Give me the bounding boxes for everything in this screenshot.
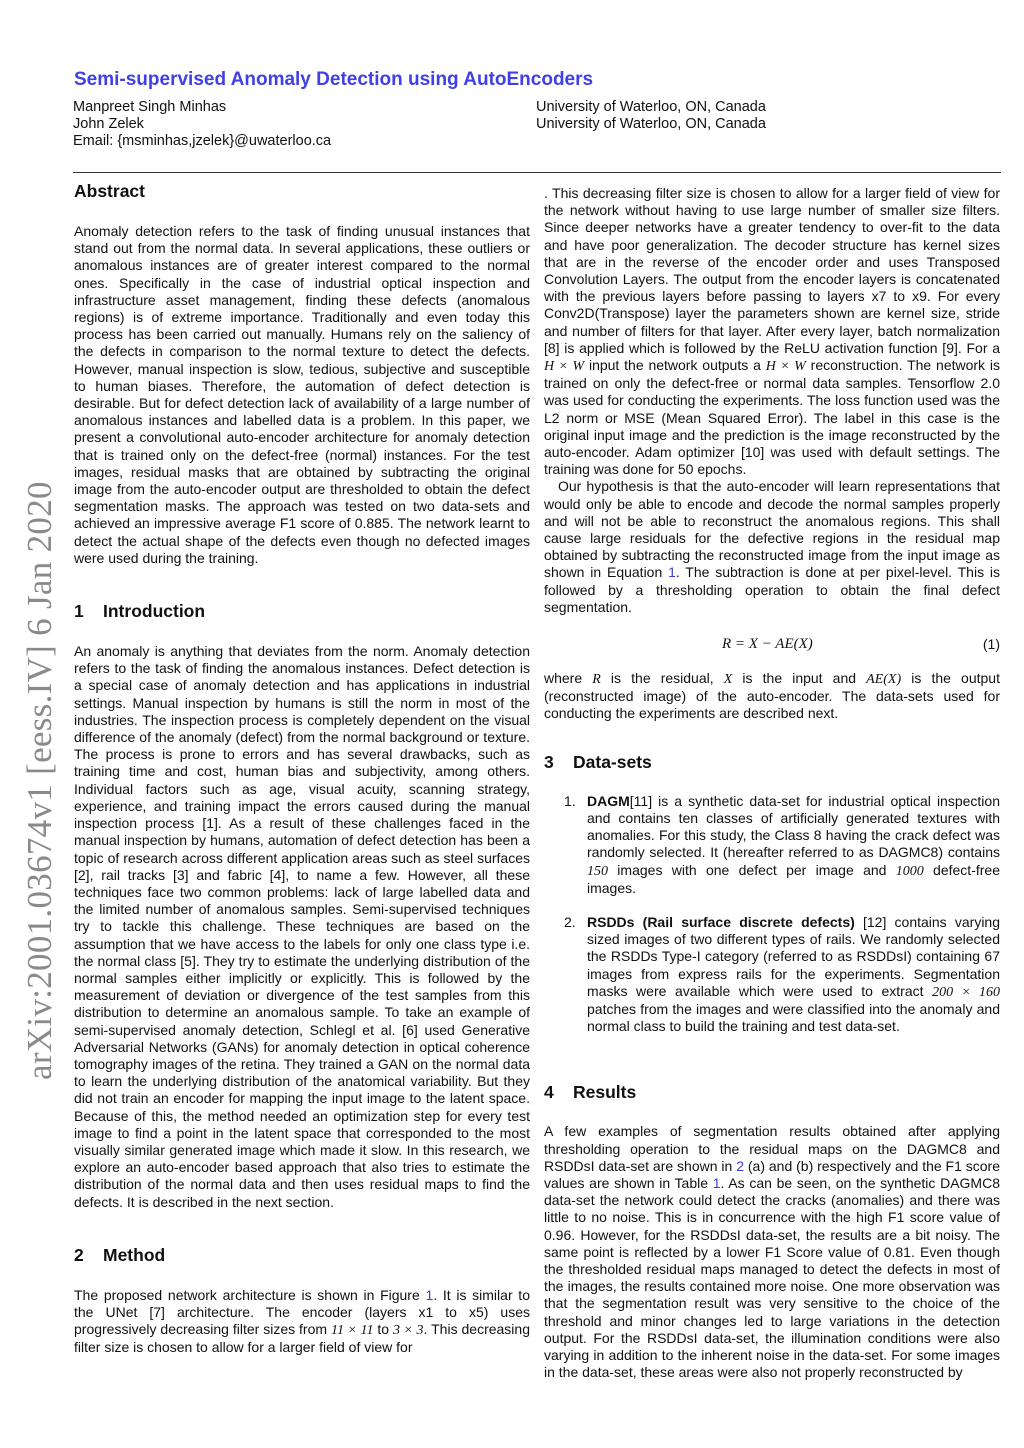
author-affiliation: University of Waterloo, ON, Canada (536, 99, 766, 115)
author-name: Manpreet Singh Minhas (73, 99, 227, 115)
equation-1 (544, 636, 1000, 658)
equation-ref-link[interactable]: 1 (668, 564, 676, 581)
method-paragraph-3: where R is the residual, X is the input and AE(X) is the output (reconstructed image) of the auto-encoder. The data-sets used for conducting the experiments are described next. (544, 670, 1000, 722)
dataset-list (544, 793, 1000, 1036)
list-marker: 2. (564, 913, 576, 930)
right-column (544, 185, 1000, 1381)
abstract-heading: Abstract (74, 181, 145, 201)
author-name: John Zelek (73, 116, 144, 132)
author-affiliation: University of Waterloo, ON, Canada (536, 116, 766, 132)
method-paragraph-1: The proposed network architecture is shown in Figure 1. It is similar to the UNet [7] architecture. The encoder (layers x1 to x5) uses progressively decreasing filter sizes from 11 × 11 to 3 × 3. This decreasing filter size is chosen to allow for a larger field of view for (74, 1286, 530, 1356)
affiliation-block (536, 99, 766, 133)
section-number: 2 (74, 1244, 84, 1265)
left-column (74, 180, 530, 1357)
table-ref-link[interactable]: 1 (712, 1174, 721, 1191)
section-heading-results (544, 1081, 1000, 1103)
section-title: Data-sets (573, 751, 652, 772)
section-number: 1 (74, 601, 84, 622)
section-title: Introduction (103, 601, 206, 622)
section-title: Method (103, 1244, 166, 1265)
arxiv-identifier: arXiv:2001.03674v1 [eess.IV] 6 Jan 2020 (20, 481, 59, 1080)
section-heading-datasets (544, 751, 1000, 773)
section-heading-introduction (74, 600, 530, 622)
list-marker: 1. (564, 792, 576, 809)
method-continuation-left: . This decreasing filter size is chosen to allow for a larger field of view for (74, 1321, 530, 1356)
equation-number: (1) (982, 636, 1000, 653)
section-heading-method (74, 1244, 530, 1266)
author-block (73, 99, 331, 150)
equation-body: R = X − AE(X) (722, 636, 813, 653)
method-paragraph-1-continued: . This decreasing filter size is chosen to allow for a larger field of view for the network without having to use large number of smaller size filters. Since deeper networks have a greater tendency to over-fit to the data and have poor generalization. The decoder structure has kernel sizes that are in the reverse of the encoder order and uses Transposed Convolution Layers. The output from the encoder layers is concatenated with the previous layers before passing to layers x7 to x9. For every Conv2D(Transpose) layer the parameters shown are kernel size, stride and number of filters for that layer. After every layer, batch normalization [8] is applied which is followed by the ReLU activation function [9]. For a H × W input the network outputs a H × W reconstruction. The network is trained on only the defect-free or normal data samples. Tensorflow 2.0 was used for conducting the experiments. The loss function used was the L2 norm or MSE (Mean Squared Error). The label in this case is the original input image and the prediction is the image reconstructed by the auto-encoder. Adam optimizer [10] was used with default settings. The training was done for 50 epochs. (544, 185, 1000, 478)
figure-ref-link[interactable]: 1 (425, 1286, 434, 1303)
section-number: 3 (544, 751, 554, 772)
header-divider (73, 172, 1001, 173)
figure-ref-link[interactable]: 2 (736, 1157, 744, 1174)
paper-title: Semi-supervised Anomaly Detection using AutoEncoders (74, 69, 594, 90)
introduction-text: An anomaly is anything that deviates from the norm. Anomaly detection refers to the task of finding the anomalous instances. Defect detection is a special case of anomaly detection and has applications in industrial settings. Manual inspection by humans is still the norm in most of the industries. The inspection process is completely dependent on the visual difference of the anomaly (defect) from the normal background or texture. The process is prone to errors and has several drawbacks, such as training time and cost, human bias and subjectivity, among others. Individual factors such as age, visual acuity, scanning strategy, experience, and training impact the errors caused during the manual inspection process [1]. As a result of these challenges faced in the manual inspection by humans, automation of defect detection has been a topic of research across different application areas such as steel surfaces [2], rail tracks [3] and fabric [4], to name a few. However, all these techniques face two common problems: lack of large labelled data and the limited number of anomalous samples. Semi-supervised techniques try to tackle this challenge. These techniques are based on the assumption that we have access to the labels for only one class type i.e. the normal class [5]. They try to estimate the underlying distribution of the normal samples either implicitly or explicitly. This is followed by the measurement of deviation or divergence of the test samples from this distribution to determine an anomalous sample. To take an example of semi-supervised anomaly detection, Schlegl et al. [6] used Generative Adversarial Networks (GANs) for anomaly detection in optical coherence tomography images of the retina. They trained a GAN on the normal data to learn the underlying distribution of the anatomical variability. But they did not train an encoder for mapping the input image to the latent space. Because of this, the method needed an optimization step for every test image to find a point in the latent space that corresponded to the most visually similar generated image which made it slow. In this research, we explore an auto-encoder based approach that also tries to estimate the distribution of the normal data and then uses residual maps to find the defects. It is described in the next section. (74, 643, 530, 1210)
abstract-text: Anomaly detection refers to the task of finding unusual instances that stand out from the normal data. In several applications, these outliers or anomalous instances are of greater interest compared to the normal ones. Specifically in the case of industrial optical inspection and infrastructure asset management, finding these defects (anomalous regions) is of extreme importance. Traditionally and even today this process has been carried out manually. Humans rely on the saliency of the defects in comparison to the normal texture to detect the defects. However, manual inspection is slow, tedious, subjective and susceptible to human biases. Therefore, the automation of defect detection is desirable. But for defect detection lack of availability of a large number of anomalous instances and labelled data is a problem. In this paper, we present a convolutional auto-encoder architecture for anomaly detection that is trained only on the defect-free (normal) instances. For the test images, residual masks that are obtained by subtracting the original image from the auto-encoder output are thresholded to obtain the defect segmentation masks. The approach was tested on two data-sets and achieved an impressive average F1 score of 0.885. The network learnt to detect the actual shape of the defects even though no defected images were used during the training. (74, 223, 530, 566)
section-title: Results (573, 1082, 637, 1103)
author-email: Email: {msminhas,jzelek}@uwaterloo.ca (73, 133, 332, 149)
list-item: 1. DAGM[11] is a synthetic data-set for industrial optical inspection and contains ten classes of artificially generated textures with anomalies. For this study, the Class 8 having the crack defect was randomly selected. It (hereafter referred to as DAGMC8) contains 150 images with one defect per image and 1000 defect-free images. (564, 792, 1000, 896)
list-item: 2. RSDDs (Rail surface discrete defects) [12] contains varying sized images of two different types of rails. We randomly selected the RSDDs Type-I category (referred to as RSDDsI) containing 67 images from express rails for the experiments. Segmentation masks were available which were used to extract 200 × 160 patches from the images and were classified into the anomaly and normal class to build the training and test data-set. (564, 913, 1001, 1035)
section-number: 4 (544, 1082, 554, 1103)
method-paragraph-2: Our hypothesis is that the auto-encoder will learn representations that would only be able to encode and decode the normal samples properly and will not be able to reconstruct the anomalous regions. This shall cause large residuals for the defective regions in the residual map obtained by subtracting the reconstructed image from the input image as shown in Equation 1. The subtraction is done at per pixel-level. This is followed by a thresholding operation to obtain the final defect segmentation. (544, 478, 1000, 615)
results-text: A few examples of segmentation results obtained after applying thresholding operation to the residual maps on the DAGMC8 and RSDDsI data-set are shown in 2 (a) and (b) respectively and the F1 score values are shown in Table 1. As can be seen, on the synthetic DAGMC8 data-set the network could detect the cracks (anomalies) and there was little to no noise. This is in concurrence with the high F1 score value of 0.96. However, for the RSDDsI data-set, the results are a bit noisy. The same point is reflected by a lower F1 Score value of 0.81. Even though the thresholded residual maps managed to detect the defects in most of the images, the results contained more noise. One more observation was that the segmentation result was very sensitive to the choice of the threshold and minor changes led to large variations in the detection output. For the RSDDsI data-set, the illumination conditions were also varying in addition to the inherent noise in the data-set. For some images in the data-set, these areas were also not properly reconstructed by (544, 1123, 1001, 1381)
